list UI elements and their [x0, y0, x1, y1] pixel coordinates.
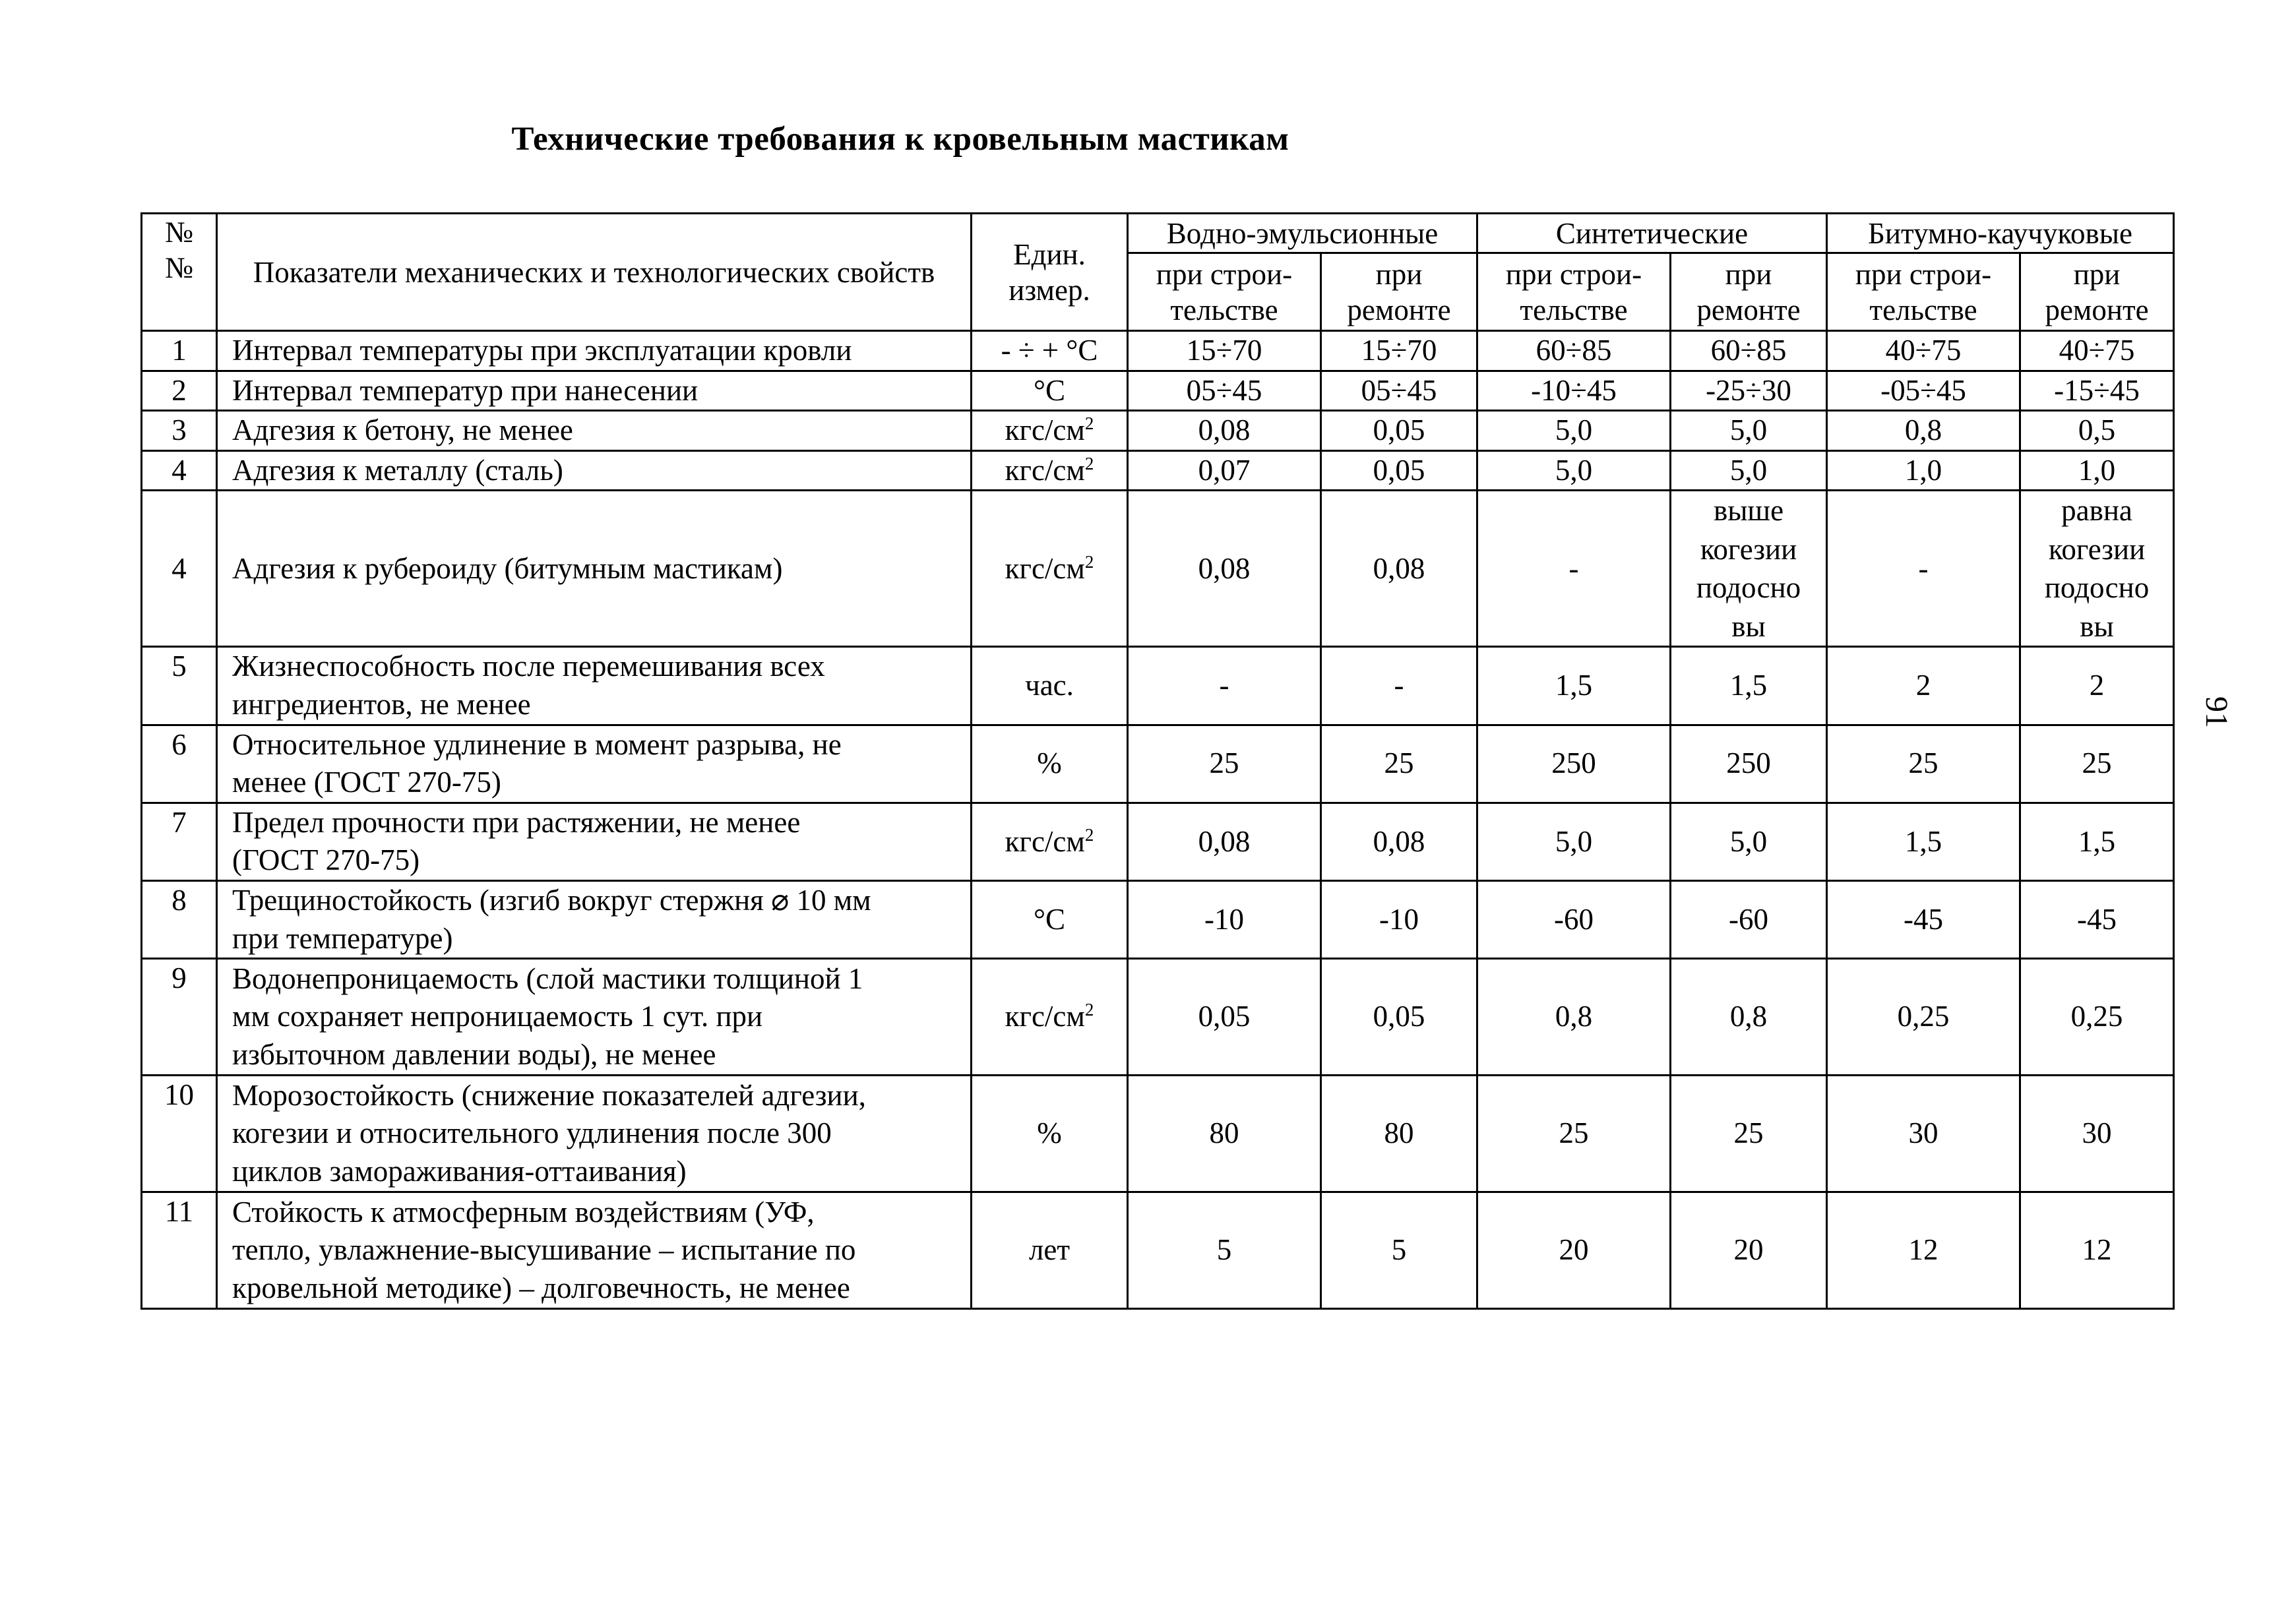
cell-water-build: 0,05: [1128, 959, 1321, 1076]
row-unit: час.: [972, 647, 1128, 725]
cell-bitumen-repair: 12: [2020, 1192, 2174, 1309]
cell-bitumen-repair: 25: [2020, 725, 2174, 803]
table-row: [142, 1076, 2174, 1192]
table-row: [142, 803, 2174, 880]
requirements-table: [140, 212, 2175, 1310]
cell-bitumen-repair: равна когезии подосно вы: [2020, 491, 2174, 647]
cell-bitumen-repair: 30: [2020, 1076, 2174, 1192]
cell-water-repair: 0,08: [1321, 803, 1477, 880]
cell-synthetic-build: -10÷45: [1477, 371, 1671, 411]
table-row: [142, 411, 2174, 451]
document-title: Технические требования к кровельным мастикам: [511, 121, 1289, 158]
cell-synthetic-build: -60: [1477, 880, 1671, 958]
cell-water-build: -: [1128, 647, 1321, 725]
cell-bitumen-build: 0,8: [1827, 411, 2020, 451]
cell-synthetic-repair: 5,0: [1671, 450, 1827, 491]
row-indicator: Водонепроницаемость (слой мастики толщиной 1 мм сохраняет непроницаемость 1 сут. при избыточном давлении воды), не менее: [217, 959, 972, 1076]
cell-bitumen-repair: 2: [2020, 647, 2174, 725]
cell-synthetic-build: 25: [1477, 1076, 1671, 1192]
row-indicator: Морозостойкость (снижение показателей адгезии, когезии и относительного удлинения после 300 циклов замораживания-оттаивания): [217, 1076, 972, 1192]
row-unit: %: [972, 1076, 1128, 1192]
header-sub-repair: при ремонте: [1671, 253, 1827, 331]
table-row: [142, 450, 2174, 491]
cell-water-build: 0,08: [1128, 491, 1321, 647]
cell-synthetic-build: 5,0: [1477, 450, 1671, 491]
table-row: [142, 959, 2174, 1076]
row-number: 1: [142, 331, 217, 371]
header-sub-build: при строи- тельстве: [1827, 253, 2020, 331]
row-unit: кгс/$см^2$: [972, 803, 1128, 880]
cell-bitumen-repair: -45: [2020, 880, 2174, 958]
cell-water-build: 0,08: [1128, 411, 1321, 451]
cell-bitumen-build: -45: [1827, 880, 2020, 958]
cell-bitumen-repair: 1,0: [2020, 450, 2174, 491]
cell-synthetic-repair: 60÷85: [1671, 331, 1827, 371]
table-row: [142, 491, 2174, 647]
cell-bitumen-build: 40÷75: [1827, 331, 2020, 371]
cell-water-repair: 0,05: [1321, 450, 1477, 491]
cell-synthetic-build: 20: [1477, 1192, 1671, 1309]
cell-bitumen-build: 12: [1827, 1192, 2020, 1309]
cell-water-build: 0,08: [1128, 803, 1321, 880]
row-number: 4: [142, 450, 217, 491]
cell-water-build: 25: [1128, 725, 1321, 803]
cell-water-repair: 05÷45: [1321, 371, 1477, 411]
row-indicator: Интервал температуры при эксплуатации кровли: [217, 331, 972, 371]
cell-bitumen-build: 30: [1827, 1076, 2020, 1192]
row-number: 8: [142, 880, 217, 958]
row-number: 7: [142, 803, 217, 880]
cell-synthetic-repair: 25: [1671, 1076, 1827, 1192]
header-indicator: Показатели механических и технологических свойств: [217, 214, 972, 331]
cell-bitumen-repair: 1,5: [2020, 803, 2174, 880]
cell-synthetic-repair: 20: [1671, 1192, 1827, 1309]
header-number: № №: [142, 214, 217, 331]
table-row: [142, 880, 2174, 958]
cell-synthetic-repair: 1,5: [1671, 647, 1827, 725]
cell-synthetic-repair: 5,0: [1671, 803, 1827, 880]
table-row: [142, 1192, 2174, 1309]
cell-water-build: 15÷70: [1128, 331, 1321, 371]
cell-water-repair: -: [1321, 647, 1477, 725]
table-row: [142, 331, 2174, 371]
row-indicator: Интервал температур при нанесении: [217, 371, 972, 411]
cell-synthetic-build: 0,8: [1477, 959, 1671, 1076]
cell-bitumen-repair: -15÷45: [2020, 371, 2174, 411]
cell-water-build: -10: [1128, 880, 1321, 958]
cell-synthetic-repair: выше когезии подосно вы: [1671, 491, 1827, 647]
row-number: 6: [142, 725, 217, 803]
cell-synthetic-build: 60÷85: [1477, 331, 1671, 371]
row-indicator: Относительное удлинение в момент разрыва, не менее (ГОСТ 270-75): [217, 725, 972, 803]
cell-synthetic-build: 5,0: [1477, 411, 1671, 451]
cell-synthetic-build: 5,0: [1477, 803, 1671, 880]
row-unit: кгс/$см^2$: [972, 959, 1128, 1076]
row-number: 5: [142, 647, 217, 725]
cell-synthetic-repair: -60: [1671, 880, 1827, 958]
row-number: 10: [142, 1076, 217, 1192]
cell-bitumen-build: -05÷45: [1827, 371, 2020, 411]
header-unit: Един. измер.: [972, 214, 1128, 331]
cell-bitumen-build: 0,25: [1827, 959, 2020, 1076]
cell-synthetic-build: 1,5: [1477, 647, 1671, 725]
cell-water-repair: 0,05: [1321, 959, 1477, 1076]
row-unit: °С: [972, 880, 1128, 958]
row-unit: кгс/$см^2$: [972, 450, 1128, 491]
row-unit: лет: [972, 1192, 1128, 1309]
row-number: 4: [142, 491, 217, 647]
row-indicator: Адгезия к бетону, не менее: [217, 411, 972, 451]
cell-bitumen-build: 1,5: [1827, 803, 2020, 880]
row-indicator: Адгезия к металлу (сталь): [217, 450, 972, 491]
cell-water-repair: 0,08: [1321, 491, 1477, 647]
cell-water-build: 05÷45: [1128, 371, 1321, 411]
row-indicator: Трещиностойкость (изгиб вокруг стержня ⌀ 10 мм при температуре): [217, 880, 972, 958]
row-unit: °С: [972, 371, 1128, 411]
cell-water-build: 80: [1128, 1076, 1321, 1192]
cell-bitumen-repair: 40÷75: [2020, 331, 2174, 371]
cell-water-repair: 15÷70: [1321, 331, 1477, 371]
row-indicator: Жизнеспособность после перемешивания всех ингредиентов, не менее: [217, 647, 972, 725]
header-group-synthetic: Синтетические: [1477, 214, 1827, 253]
row-unit: кгс/$см^2$: [972, 491, 1128, 647]
row-unit: кгс/$см^2$: [972, 411, 1128, 451]
cell-water-repair: 25: [1321, 725, 1477, 803]
header-sub-repair: при ремонте: [2020, 253, 2174, 331]
header-sub-build: при строи- тельстве: [1128, 253, 1321, 331]
cell-synthetic-repair: -25÷30: [1671, 371, 1827, 411]
cell-synthetic-build: 250: [1477, 725, 1671, 803]
cell-bitumen-repair: 0,25: [2020, 959, 2174, 1076]
header-group-water-emulsion: Водно-эмульсионные: [1128, 214, 1477, 253]
cell-synthetic-build: -: [1477, 491, 1671, 647]
cell-water-repair: 80: [1321, 1076, 1477, 1192]
cell-bitumen-build: 1,0: [1827, 450, 2020, 491]
cell-water-repair: -10: [1321, 880, 1477, 958]
cell-water-repair: 0,05: [1321, 411, 1477, 451]
header-group-bitumen-rubber: Битумно-каучуковые: [1827, 214, 2174, 253]
header-sub-repair: при ремонте: [1321, 253, 1477, 331]
cell-bitumen-repair: 0,5: [2020, 411, 2174, 451]
cell-synthetic-repair: 250: [1671, 725, 1827, 803]
cell-bitumen-build: -: [1827, 491, 2020, 647]
cell-bitumen-build: 2: [1827, 647, 2020, 725]
table-row: [142, 371, 2174, 411]
row-indicator: Стойкость к атмосферным воздействиям (УФ, тепло, увлажнение-высушивание – испытание по кровельной методике) – долговечность, не менее: [217, 1192, 972, 1309]
row-number: 3: [142, 411, 217, 451]
header-sub-build: при строи- тельстве: [1477, 253, 1671, 331]
cell-water-build: 5: [1128, 1192, 1321, 1309]
table-row: [142, 647, 2174, 725]
cell-bitumen-build: 25: [1827, 725, 2020, 803]
row-indicator: Предел прочности при растяжении, не менее (ГОСТ 270-75): [217, 803, 972, 880]
cell-water-repair: 5: [1321, 1192, 1477, 1309]
row-indicator: Адгезия к рубероиду (битумным мастикам): [217, 491, 972, 647]
table-row: [142, 725, 2174, 803]
row-unit: - ÷ + °С: [972, 331, 1128, 371]
cell-water-build: 0,07: [1128, 450, 1321, 491]
row-number: 9: [142, 959, 217, 1076]
page-number: 91: [2199, 696, 2234, 728]
row-number: 11: [142, 1192, 217, 1309]
cell-synthetic-repair: 5,0: [1671, 411, 1827, 451]
header-row-groups: [142, 214, 2174, 253]
row-unit: %: [972, 725, 1128, 803]
row-number: 2: [142, 371, 217, 411]
cell-synthetic-repair: 0,8: [1671, 959, 1827, 1076]
